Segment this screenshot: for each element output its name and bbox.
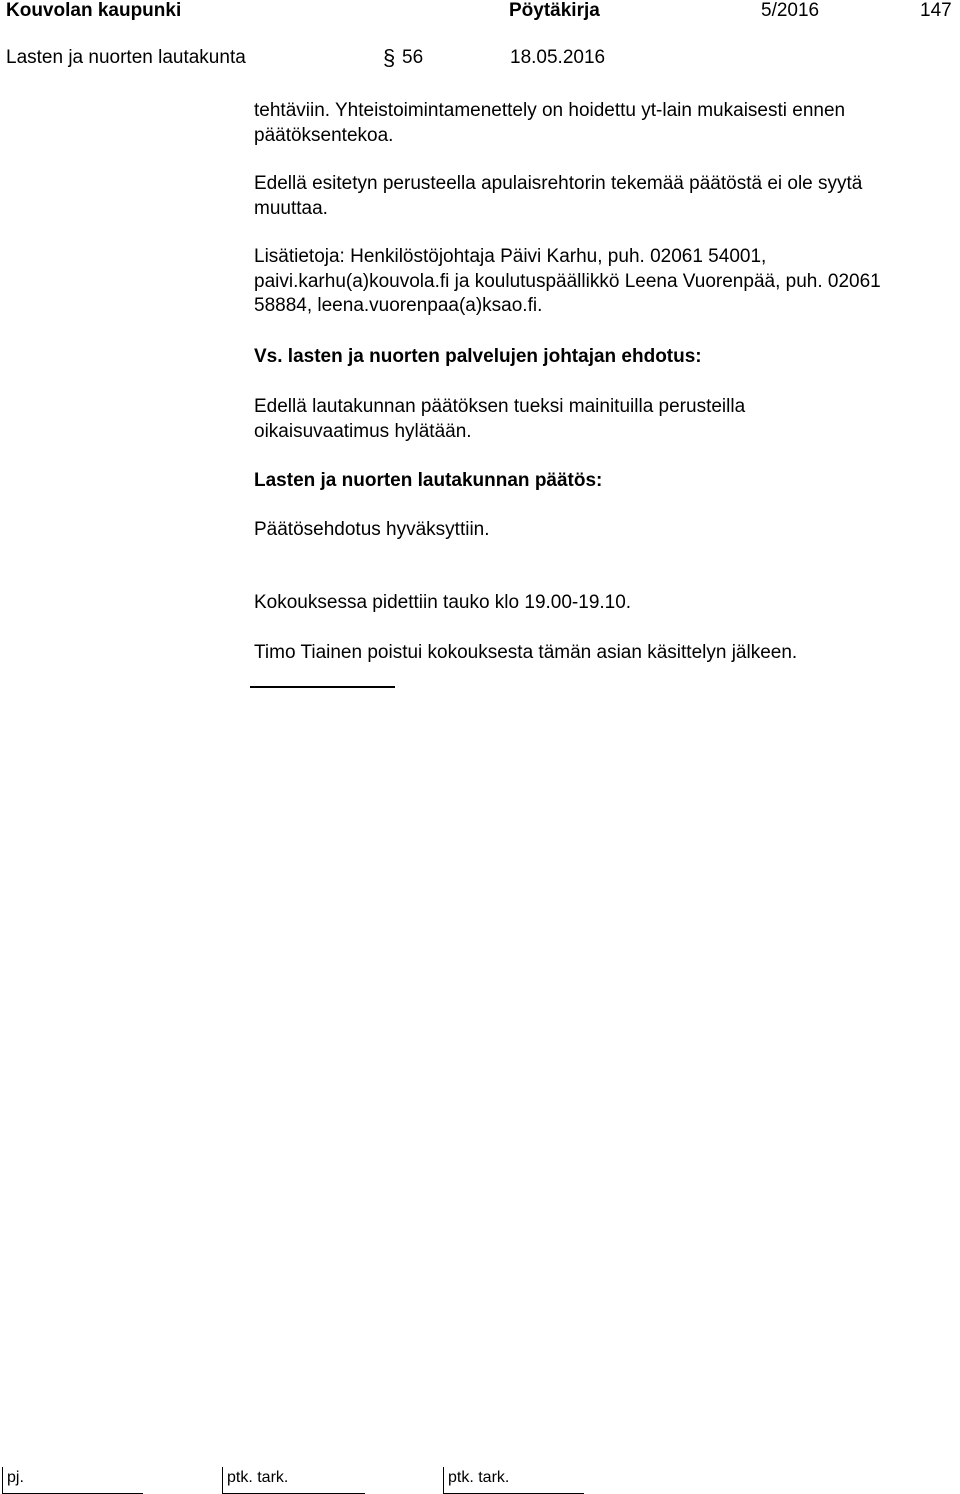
page-number: 147 xyxy=(920,0,952,21)
text-line: päätöksentekoa. xyxy=(254,124,394,146)
end-separator-line xyxy=(250,686,395,688)
signature-label-ptk-1: ptk. tark. xyxy=(227,1469,289,1486)
issue-number: 5/2016 xyxy=(761,0,820,21)
text-line: Lisätietoja: Henkilöstöjohtaja Päivi Karhu, puh. 02061 54001, xyxy=(254,246,767,267)
paragraph-cooperation xyxy=(254,99,954,148)
signature-slot-pj xyxy=(2,1467,143,1494)
decision-heading: Lasten ja nuorten lautakunnan päätös: xyxy=(254,470,603,491)
signature-label-pj: pj. xyxy=(7,1469,24,1486)
organization-name: Kouvolan kaupunki xyxy=(6,0,182,21)
proposal-heading: Vs. lasten ja nuorten palvelujen johtajan ehdotus: xyxy=(254,346,702,367)
text-line: tehtäviin. Yhteistoimintamenettely on hoidettu yt-lain mukaisesti ennen xyxy=(254,100,846,121)
paragraph-grounds xyxy=(254,172,954,221)
signature-slot-ptk-2 xyxy=(443,1467,584,1494)
text-line: paivi.karhu(a)kouvola.fi ja koulutuspäällikkö Leena Vuorenpää, puh. 02061 xyxy=(254,270,881,292)
meeting-date: 18.05.2016 xyxy=(510,47,606,68)
paragraph-departure-note: Timo Tiainen poistui kokouksesta tämän asian käsittelyn jälkeen. xyxy=(254,642,798,663)
paragraph-break-note: Kokouksessa pidettiin tauko klo 19.00-19.10. xyxy=(254,592,632,613)
section-symbol: § xyxy=(383,45,396,70)
paragraph-proposal xyxy=(254,395,954,444)
text-line: 58884, leena.vuorenpaa(a)ksao.fi. xyxy=(254,295,543,316)
document-type: Pöytäkirja xyxy=(509,0,600,21)
text-line: Edellä lautakunnan päätöksen tueksi mainituilla perusteilla xyxy=(254,396,746,417)
text-line: muuttaa. xyxy=(254,197,328,219)
signature-slot-ptk-1 xyxy=(222,1467,365,1494)
text-line: Edellä esitetyn perusteella apulaisrehtorin tekemää päätöstä ei ole syytä xyxy=(254,173,863,194)
paragraph-contact-info xyxy=(254,245,954,319)
signature-label-ptk-2: ptk. tark. xyxy=(448,1469,510,1486)
paragraph-decision: Päätösehdotus hyväksyttiin. xyxy=(254,519,490,540)
committee-name: Lasten ja nuorten lautakunta xyxy=(6,47,246,68)
text-line: oikaisuvaatimus hylätään. xyxy=(254,420,472,442)
section-number: 56 xyxy=(402,47,424,68)
